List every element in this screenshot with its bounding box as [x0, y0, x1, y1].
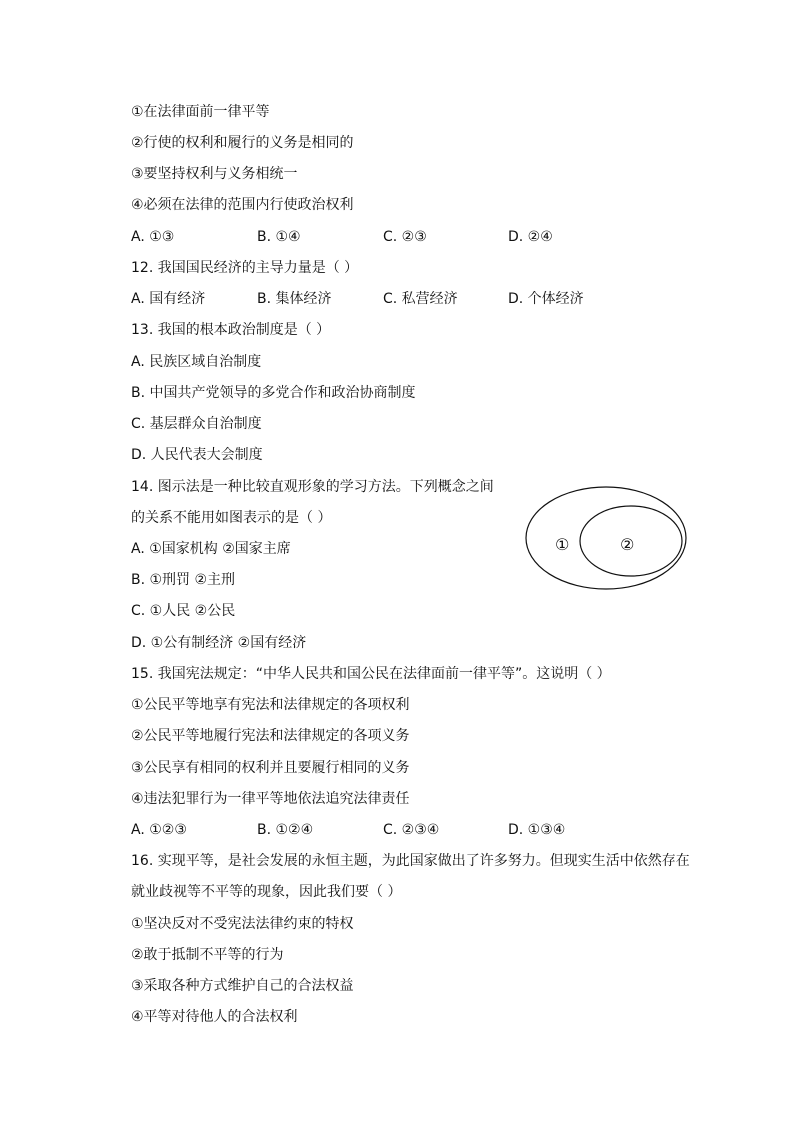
q15-option-a[interactable]: A. ①②③ [131, 822, 187, 838]
q14-stem-line-1: 14. 图示法是一种比较直观形象的学习方法。下列概念之间 [131, 479, 494, 495]
q16-statement-4: ④平等对待他人的合法权利 [131, 1009, 298, 1025]
q13-option-c[interactable]: C. 基层群众自治制度 [131, 416, 262, 432]
inner-label: ② [620, 535, 635, 554]
q13-option-b[interactable]: B. 中国共产党领导的多党合作和政治协商制度 [131, 385, 416, 401]
q15-stem: 15. 我国宪法规定：“中华人民共和国公民在法律面前一律平等”。这说明（ ） [131, 666, 611, 682]
q15-statement-2: ②公民平等地履行宪法和法律规定的各项义务 [131, 728, 410, 744]
q11-statement-1: ①在法律面前一律平等 [131, 104, 270, 120]
q14-stem-line-2: 的关系不能用如图表示的是（ ） [131, 510, 332, 526]
q12-option-b[interactable]: B. 集体经济 [257, 291, 332, 307]
q12-stem: 12. 我国国民经济的主导力量是（ ） [131, 260, 359, 276]
q15-option-d[interactable]: D. ①③④ [508, 822, 566, 838]
outer-ellipse [526, 487, 686, 589]
q15-option-b[interactable]: B. ①②④ [257, 822, 314, 838]
q11-statement-2: ②行使的权利和履行的义务是相同的 [131, 135, 354, 151]
q14-option-c[interactable]: C. ①人民 ②公民 [131, 603, 236, 619]
q16-statement-1: ①坚决反对不受宪法法律约束的特权 [131, 916, 354, 932]
outer-label: ① [555, 535, 570, 554]
q12-option-d[interactable]: D. 个体经济 [508, 291, 584, 307]
q14-option-d[interactable]: D. ①公有制经济 ②国有经济 [131, 635, 307, 651]
q13-option-d[interactable]: D. 人民代表大会制度 [131, 447, 263, 463]
q13-stem: 13. 我国的根本政治制度是（ ） [131, 322, 331, 338]
q15-statement-3: ③公民享有相同的权利并且要履行相同的义务 [131, 760, 410, 776]
venn-diagram [524, 482, 694, 594]
q16-statement-3: ③采取各种方式维护自己的合法权益 [131, 978, 354, 994]
q16-stem-line-2: 就业歧视等不平等的现象，因此我们要（ ） [131, 884, 402, 900]
q12-option-c[interactable]: C. 私营经济 [383, 291, 458, 307]
q11-statement-4: ④必须在法律的范围内行使政治权利 [131, 197, 354, 213]
q15-statement-1: ①公民平等地享有宪法和法律规定的各项权利 [131, 697, 410, 713]
q11-statement-3: ③要坚持权利与义务相统一 [131, 166, 298, 182]
q11-option-d[interactable]: D. ②④ [508, 229, 553, 245]
q16-stem-line-1: 16. 实现平等，是社会发展的永恒主题，为此国家做出了许多努力。但现实生活中依然存在 [131, 853, 690, 869]
q13-option-a[interactable]: A. 民族区域自治制度 [131, 354, 262, 370]
q15-statement-4: ④违法犯罪行为一律平等地依法追究法律责任 [131, 791, 410, 807]
q11-option-a[interactable]: A. ①③ [131, 229, 175, 245]
q11-option-c[interactable]: C. ②③ [383, 229, 427, 245]
q14-option-b[interactable]: B. ①刑罚 ②主刑 [131, 572, 236, 588]
q11-option-b[interactable]: B. ①④ [257, 229, 301, 245]
q12-option-a[interactable]: A. 国有经济 [131, 291, 206, 307]
q16-statement-2: ②敢于抵制不平等的行为 [131, 947, 284, 963]
q14-option-a[interactable]: A. ①国家机构 ②国家主席 [131, 541, 291, 557]
q15-option-c[interactable]: C. ②③④ [383, 822, 440, 838]
